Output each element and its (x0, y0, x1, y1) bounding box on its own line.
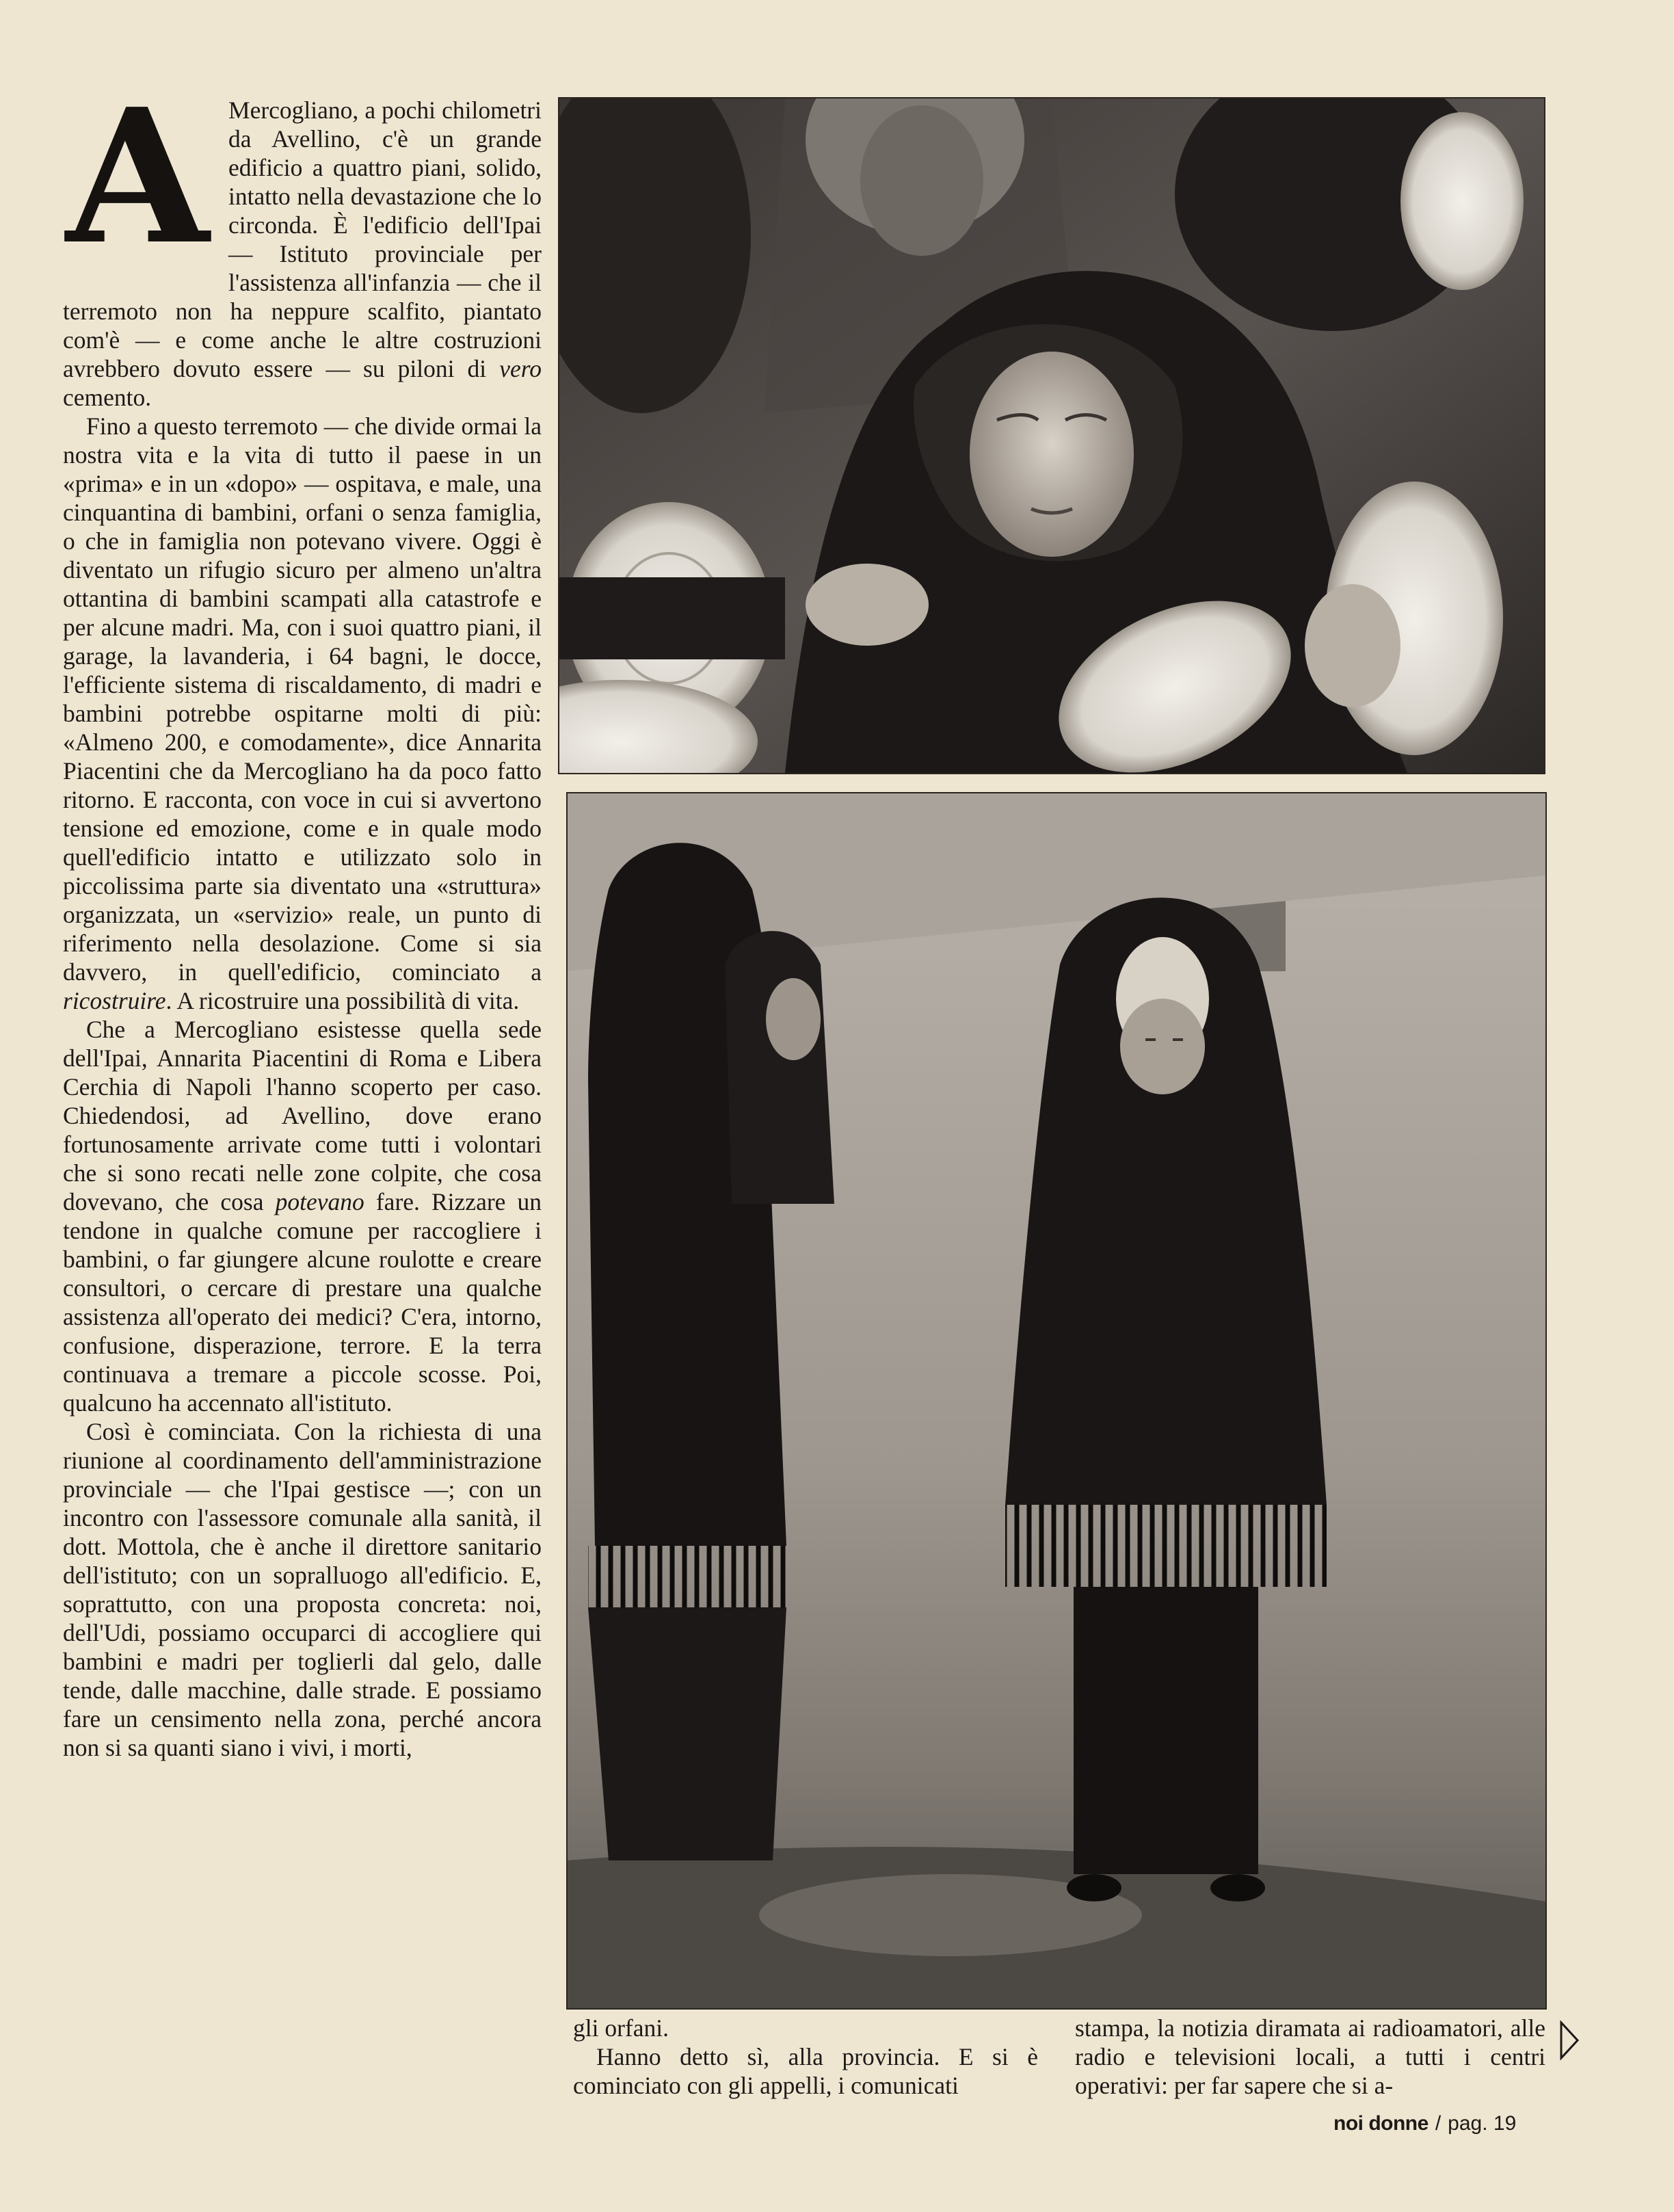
photo-woman-with-plates (558, 97, 1545, 774)
page-footer (1333, 2112, 1516, 2135)
photo-woman-with-plates-image (559, 98, 1544, 773)
article-middle-column (573, 2014, 1038, 2100)
article-left-column (63, 68, 542, 1762)
right-column-paragraph: stampa, la notizia diramata ai radioamatori, alle radio e televisioni locali, a tutti i centri operativi: per far sapere che si a- (1075, 2014, 1545, 2099)
photo-women-in-shawls (566, 792, 1547, 2010)
drop-cap: A (66, 68, 209, 285)
mid-column-line: gli orfani. (573, 2014, 669, 2042)
magazine-name: noi donne (1333, 2112, 1429, 2135)
article-right-column (1075, 2014, 1545, 2100)
footer-separator: / (1435, 2112, 1442, 2135)
paragraph-1: Mercogliano, a pochi chilometri da Avellino, c'è un grande edificio a quattro piani, solido, intatto nella devastazione che lo circonda. È l'edificio dell'Ipai — Istituto provinciale per l'assistenza all'infanzia — che il terremoto non ha neppure scalfito, piantato com'è — e come anche le altre costruzioni avrebbero dovuto essere — su piloni di vero cemento. (63, 96, 542, 411)
paragraph-4: Così è cominciata. Con la richiesta di una riunione al coordinamento dell'amministrazione provinciale — che l'Ipai gestisce —; con un incontro con l'assessore comunale alla sanità, il dott. Mottola, che è anche il direttore sanitario dell'istituto; con un sopralluogo all'edificio. E, soprattutto, con una proposta concreta: noi, dell'Udi, possiamo occuparci di accogliere qui bambini e madri per toglierli dal gelo, dalle tende, dalle macchine, dalle strade. E possiamo fare un censimento nella zona, perché ancora non si sa quanti siano i vivi, i morti, (63, 1418, 542, 1761)
paragraph-2: Fino a questo terremoto — che divide ormai la nostra vita e la vita di tutto il paese in un «prima» e in un «dopo» — ospitava, e male, una cinquantina di bambini, orfani o senza famiglia, o che in famiglia non potevano vivere. Oggi è diventato un rifugio sicuro per almeno un'altra ottantina di bambini scampati alla catastrofe e per alcune madri. Ma, con i suoi quattro piani, il garage, la lavanderia, i 64 bagni, le docce, l'efficiente sistema di riscaldamento, di madri e bambini potrebbe ospitarne molti di più: «Almeno 200, e comodamente», dice Annarita Piacentini che da Mercogliano ha da poco fatto ritorno. E racconta, con voce in cui si avvertono tensione ed emozione, come e in quale modo quell'edificio intatto e utilizzato solo in piccolissima parte sia diventato una «struttura» organizzata, un «servizio» reale, un punto di riferimento nella desolazione. Come si sia davvero, in quell'edificio, cominciato a ricostruire. A ricostruire una possibilità di vita. (63, 412, 542, 1014)
continue-arrow-icon (1559, 2020, 1580, 2060)
paragraph-3: Che a Mercogliano esistesse quella sede dell'Ipai, Annarita Piacentini di Roma e Libera Cerchia di Napoli l'hanno scoperto per caso. Chiedendosi, ad Avellino, dove erano fortunosamente arrivate come tutti i volontari che si sono recati nelle zone colpite, che cosa dovevano, che cosa potevano fare. Rizzare un tendone in qualche comune per raccogliere i bambini, o far giungere alcune roulotte e creare consultori, o cercare di prestare una qualche assistenza all'operato dei medici? C'era, intorno, confusione, disperazione, terrore. E la terra continuava a tremare a piccole scosse. Poi, qualcuno ha accennato all'istituto. (63, 1016, 542, 1417)
page-number: pag. 19 (1448, 2112, 1517, 2135)
mid-column-paragraph: Hanno detto sì, alla provincia. E si è cominciato con gli appelli, i comunicati (573, 2043, 1038, 2099)
photo-women-in-shawls-image (568, 793, 1545, 2008)
